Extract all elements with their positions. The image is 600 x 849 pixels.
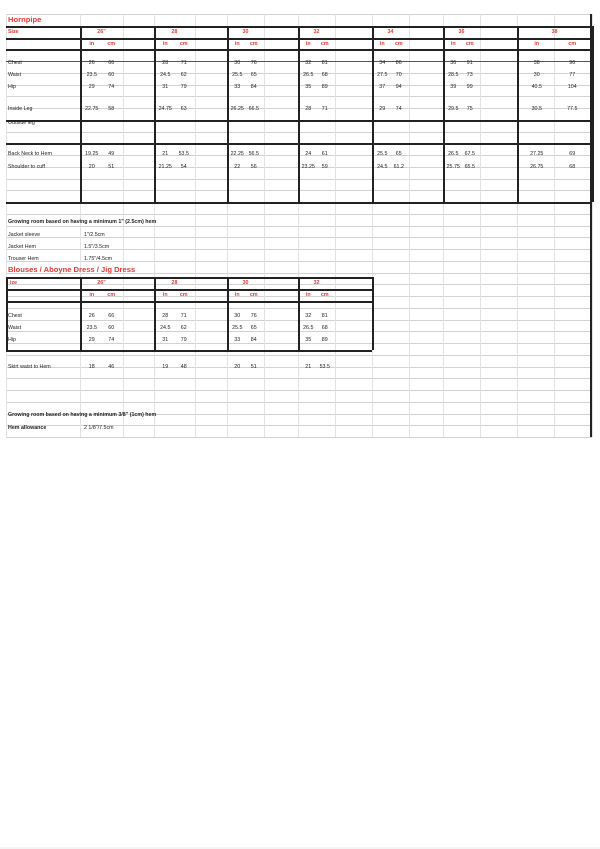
measurement-value: 19.25 (85, 150, 99, 157)
size-column-header: 30 (242, 28, 249, 35)
unit-header-cm: cm (465, 40, 474, 47)
unit-header-in: in (162, 40, 168, 47)
table-border (6, 301, 372, 303)
size-column-header: 28 (171, 280, 178, 287)
measurement-value: 29.5 (448, 106, 459, 113)
measurement-value: 66.5 (248, 106, 259, 113)
measurement-value: 23.5 (86, 72, 97, 79)
measurement-value: 75 (466, 106, 473, 113)
measurement-label: Hip (8, 83, 16, 90)
size-header-label: ize (10, 280, 18, 287)
unit-header-cm: cm (107, 40, 116, 47)
allowance-value: 1.75"/4.5cm (84, 255, 113, 262)
measurement-value: 66 (108, 60, 115, 67)
size-header-label: Size (8, 28, 19, 35)
measurement-value: 49 (108, 150, 115, 157)
measurement-value: 22 (234, 163, 241, 170)
measurement-label: Chest (8, 313, 22, 320)
section-title-hornpipe: Hornpipe (8, 15, 42, 24)
measurement-label: Inside Leg (8, 106, 33, 113)
allowance-value: 2 1/8"/7.5cm (84, 424, 114, 431)
measurement-value: 38 (533, 60, 540, 67)
measurement-value: 23.5 (86, 324, 97, 331)
measurement-value: 48 (180, 363, 187, 370)
measurement-value: 66 (108, 313, 115, 320)
measurement-value: 39 (450, 83, 457, 90)
unit-header-cm: cm (249, 291, 258, 298)
measurement-value: 77.5 (567, 106, 578, 113)
table-border (6, 350, 372, 352)
measurement-value: 18 (88, 363, 95, 370)
measurement-value: 21 (305, 363, 312, 370)
grid-column-line (480, 14, 481, 437)
measurement-value: 40.5 (531, 83, 542, 90)
measurement-value: 96 (569, 60, 576, 67)
measurement-value: 36 (450, 60, 457, 67)
allowance-label: Jacket Hem (8, 243, 36, 250)
measurement-label: Skirt waist to Hem (8, 363, 51, 370)
measurement-value: 60 (108, 324, 115, 331)
allowance-value: 1"/2.5cm (84, 232, 105, 239)
measurement-value: 24 (305, 150, 312, 157)
measurement-value: 73 (466, 72, 473, 79)
measurement-label: Shoulder to cuff (8, 163, 46, 170)
measurement-value: 27.25 (530, 150, 544, 157)
measurement-value: 27.5 (377, 72, 388, 79)
unit-header-in: in (162, 291, 168, 298)
allowance-label: Jacket sleeve (8, 232, 41, 239)
measurement-value: 65 (250, 324, 257, 331)
unit-header-cm: cm (107, 291, 116, 298)
measurement-value: 26.5 (303, 324, 314, 331)
measurement-value: 91 (466, 60, 473, 67)
size-column-header: 34 (387, 28, 394, 35)
measurement-value: 25.5 (232, 324, 243, 331)
measurement-label: Waist (8, 72, 22, 79)
grid-column-line (335, 14, 336, 437)
measurement-value: 34 (379, 60, 386, 67)
table-border (372, 277, 374, 350)
measurement-value: 99 (466, 83, 473, 90)
measurement-value: 25.5 (377, 150, 388, 157)
grid-row-line (6, 437, 592, 438)
measurement-value: 74 (108, 83, 115, 90)
measurement-value: 58 (108, 106, 115, 113)
size-column-header: 38 (551, 28, 558, 35)
measurement-value: 28.5 (448, 72, 459, 79)
size-column-header: 26" (97, 280, 106, 287)
grid-column-line (6, 14, 7, 437)
measurement-value: 26 (88, 60, 95, 67)
measurement-value: 25.5 (232, 72, 243, 79)
measurement-value: 86 (395, 60, 402, 67)
allowance-label: Hem allowance (8, 424, 47, 431)
measurement-value: 59 (321, 163, 328, 170)
unit-header-cm: cm (179, 40, 188, 47)
measurement-value: 35 (305, 336, 312, 343)
measurement-value: 63 (180, 106, 187, 113)
measurement-value: 23.25 (301, 163, 315, 170)
measurement-value: 29 (379, 106, 386, 113)
measurement-value: 62 (180, 324, 187, 331)
measurement-value: 31 (162, 83, 169, 90)
measurement-value: 25.75 (446, 163, 460, 170)
size-column-header: 32 (313, 280, 320, 287)
measurement-value: 84 (250, 83, 257, 90)
unit-header-in: in (534, 40, 540, 47)
table-border (6, 202, 592, 204)
measurement-value: 20 (234, 363, 241, 370)
measurement-value: 89 (321, 83, 328, 90)
unit-header-in: in (234, 291, 240, 298)
grid-row-line (6, 390, 592, 391)
size-chart-sheet (6, 14, 592, 437)
measurement-value: 79 (180, 83, 187, 90)
measurement-value: 28 (162, 60, 169, 67)
grid-row-line (6, 355, 592, 356)
measurement-value: 51 (108, 163, 115, 170)
table-border (592, 26, 594, 202)
unit-header-cm: cm (249, 40, 258, 47)
measurement-value: 65 (395, 150, 402, 157)
measurement-value: 33 (234, 336, 241, 343)
measurement-value: 89 (321, 336, 328, 343)
measurement-value: 76 (250, 60, 257, 67)
measurement-value: 29 (88, 83, 95, 90)
unit-header-in: in (305, 291, 311, 298)
measurement-value: 61.2 (393, 163, 404, 170)
size-column-header: 26" (97, 28, 106, 35)
section-title-blouses: Blouses / Aboyne Dress / Jig Dress (8, 265, 136, 275)
measurement-value: 32 (305, 60, 312, 67)
unit-header-cm: cm (320, 291, 329, 298)
measurement-value: 24.5 (160, 324, 171, 331)
measurement-value: 24.5 (377, 163, 388, 170)
measurement-value: 26.5 (448, 150, 459, 157)
measurement-value: 67.5 (464, 150, 475, 157)
growing-room-heading: Growing room based on having a minimum 3/8" (1cm) hem (8, 411, 157, 418)
measurement-value: 30 (234, 313, 241, 320)
measurement-value: 76 (250, 313, 257, 320)
measurement-value: 51 (250, 363, 257, 370)
measurement-value: 53.5 (178, 150, 189, 157)
measurement-value: 21.25 (158, 163, 172, 170)
measurement-value: 69 (569, 150, 576, 157)
grid-column-line (409, 14, 410, 437)
measurement-value: 81 (321, 60, 328, 67)
measurement-label: Waist (8, 324, 22, 331)
measurement-value: 26.75 (530, 163, 544, 170)
measurement-value: 31 (162, 336, 169, 343)
unit-header-cm: cm (568, 40, 577, 47)
measurement-value: 54 (180, 163, 187, 170)
measurement-value: 46 (108, 363, 115, 370)
measurement-value: 35 (305, 83, 312, 90)
measurement-value: 77 (569, 72, 576, 79)
measurement-value: 65.5 (464, 163, 475, 170)
measurement-value: 70 (395, 72, 402, 79)
measurement-value: 22.75 (85, 106, 99, 113)
measurement-label: Back Neck to Hem (8, 150, 52, 157)
size-column-header: 32 (313, 28, 320, 35)
growing-room-heading: Growing room based on having a minimum 1" (2.5cm) hem (8, 219, 157, 226)
size-column-header: 30 (242, 280, 249, 287)
measurement-value: 28 (305, 106, 312, 113)
grid-row-line (6, 214, 592, 215)
measurement-value: 61 (321, 150, 328, 157)
measurement-label: Chest (8, 60, 22, 67)
measurement-value: 32 (305, 313, 312, 320)
measurement-value: 60 (108, 72, 115, 79)
measurement-value: 71 (180, 313, 187, 320)
unit-header-cm: cm (394, 40, 403, 47)
measurement-value: 19 (162, 363, 169, 370)
measurement-value: 33 (234, 83, 241, 90)
measurement-value: 84 (250, 336, 257, 343)
measurement-value: 71 (180, 60, 187, 67)
measurement-value: 20 (88, 163, 95, 170)
measurement-value: 81 (321, 313, 328, 320)
measurement-value: 62 (180, 72, 187, 79)
measurement-value: 71 (321, 106, 328, 113)
measurement-value: 22.25 (230, 150, 244, 157)
unit-header-in: in (379, 40, 385, 47)
unit-header-in: in (450, 40, 456, 47)
allowance-value: 1.5"/3.5cm (84, 243, 110, 250)
unit-header-in: in (89, 291, 95, 298)
measurement-value: 65 (250, 72, 257, 79)
measurement-value: 68 (569, 163, 576, 170)
measurement-value: 74 (108, 336, 115, 343)
measurement-value: 56 (250, 163, 257, 170)
measurement-value: 26.25 (230, 106, 244, 113)
measurement-label: Hip (8, 336, 16, 343)
grid-row-line (6, 378, 592, 379)
measurement-value: 30 (533, 72, 540, 79)
measurement-value: 29 (88, 336, 95, 343)
measurement-value: 56.5 (248, 150, 259, 157)
unit-header-in: in (305, 40, 311, 47)
measurement-value: 26 (88, 313, 95, 320)
measurement-label: Outside leg (8, 120, 35, 127)
measurement-value: 28 (162, 313, 169, 320)
size-column-header: 28 (171, 28, 178, 35)
sheet-right-border (590, 14, 592, 437)
measurement-value: 24.5 (160, 72, 171, 79)
measurement-value: 68 (321, 324, 328, 331)
allowance-label: Trouser Hem (8, 255, 39, 262)
measurement-value: 21 (162, 150, 169, 157)
unit-header-cm: cm (179, 291, 188, 298)
measurement-value: 26.5 (303, 72, 314, 79)
measurement-value: 79 (180, 336, 187, 343)
unit-header-in: in (234, 40, 240, 47)
measurement-value: 104 (567, 83, 577, 90)
measurement-value: 53.5 (319, 363, 330, 370)
measurement-value: 94 (395, 83, 402, 90)
size-column-header: 36 (458, 28, 465, 35)
measurement-value: 30 (234, 60, 241, 67)
grid-row-line (6, 402, 592, 403)
measurement-value: 24.75 (158, 106, 172, 113)
measurement-value: 30.5 (531, 106, 542, 113)
measurement-value: 37 (379, 83, 386, 90)
unit-header-in: in (89, 40, 95, 47)
measurement-value: 74 (395, 106, 402, 113)
measurement-value: 68 (321, 72, 328, 79)
unit-header-cm: cm (320, 40, 329, 47)
